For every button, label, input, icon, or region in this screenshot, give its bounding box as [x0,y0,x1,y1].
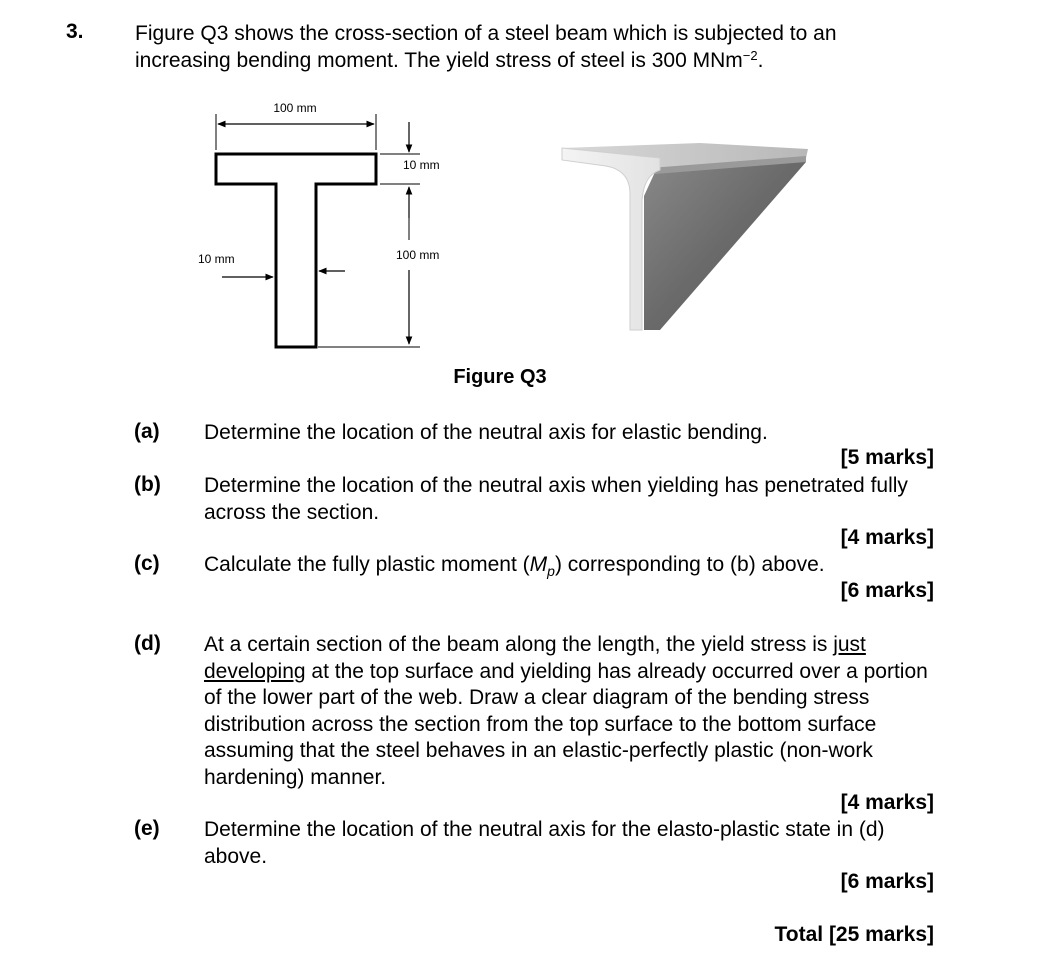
beam-3d-illustration [556,140,812,338]
part-d-text [204,632,939,791]
part-a-marks: [5 marks] [840,446,934,469]
part-a-label: (a) [134,420,160,443]
part-c-marks: [6 marks] [840,579,934,602]
part-b-text: Determine the location of the neutral axis when yielding has penetrated fully across the section. [204,474,908,524]
part-d-text-after: at the top surface and yielding has already occurred over a portion of the lower part of the web. Draw a clear diagram of the bending stress distribution across the section from the top surface to the bottom surface assuming that the steel behaves in an elastic-perfectly plastic (non-work hardening) manner. [204,659,928,789]
t-section-diagram [190,92,480,357]
part-d-label: (d) [134,632,161,655]
dim-top-label: 100 mm [273,101,317,115]
part-c-text [204,552,939,585]
intro-exponent: −2 [742,48,758,63]
figure-caption: Figure Q3 [453,366,547,388]
part-c-label: (c) [134,552,160,575]
dim-web-height-label: 100 mm [396,248,440,262]
part-e-marks: [6 marks] [840,870,934,893]
part-c-subscript-text: p [547,563,555,580]
part-d-marks: [4 marks] [840,791,934,814]
part-c-subscript [547,563,555,579]
total-marks: Total [25 marks] [774,923,934,946]
beam-web-side [644,152,806,330]
part-c-symbol: M [529,553,548,576]
part-a-text: Determine the location of the neutral axis for elastic bending. [204,421,768,444]
part-d-underlined: just developing [204,633,866,683]
question-intro [135,20,935,74]
part-b-marks: [4 marks] [840,526,934,549]
part-c-text-before: Calculate the fully plastic moment ( [204,553,530,576]
part-e-label: (e) [134,817,160,840]
question-number: 3. [66,20,84,43]
part-b-label: (b) [134,473,161,496]
t-section-outline [216,154,376,347]
part-d-text-before: At a certain section of the beam along the length, the yield stress is [204,633,834,656]
dim-web-width-label: 10 mm [198,252,235,266]
intro-text: Figure Q3 shows the cross-section of a steel beam which is subjected to an increasing bending moment. The yield stress of steel is 300 MNm [135,22,837,72]
part-e-text: Determine the location of the neutral axis for the elasto-plastic state in (d) above. [204,818,885,868]
part-c-text-after: ) corresponding to (b) above. [554,553,825,576]
intro-end: . [757,49,764,72]
dim-flange-label: 10 mm [403,158,440,172]
